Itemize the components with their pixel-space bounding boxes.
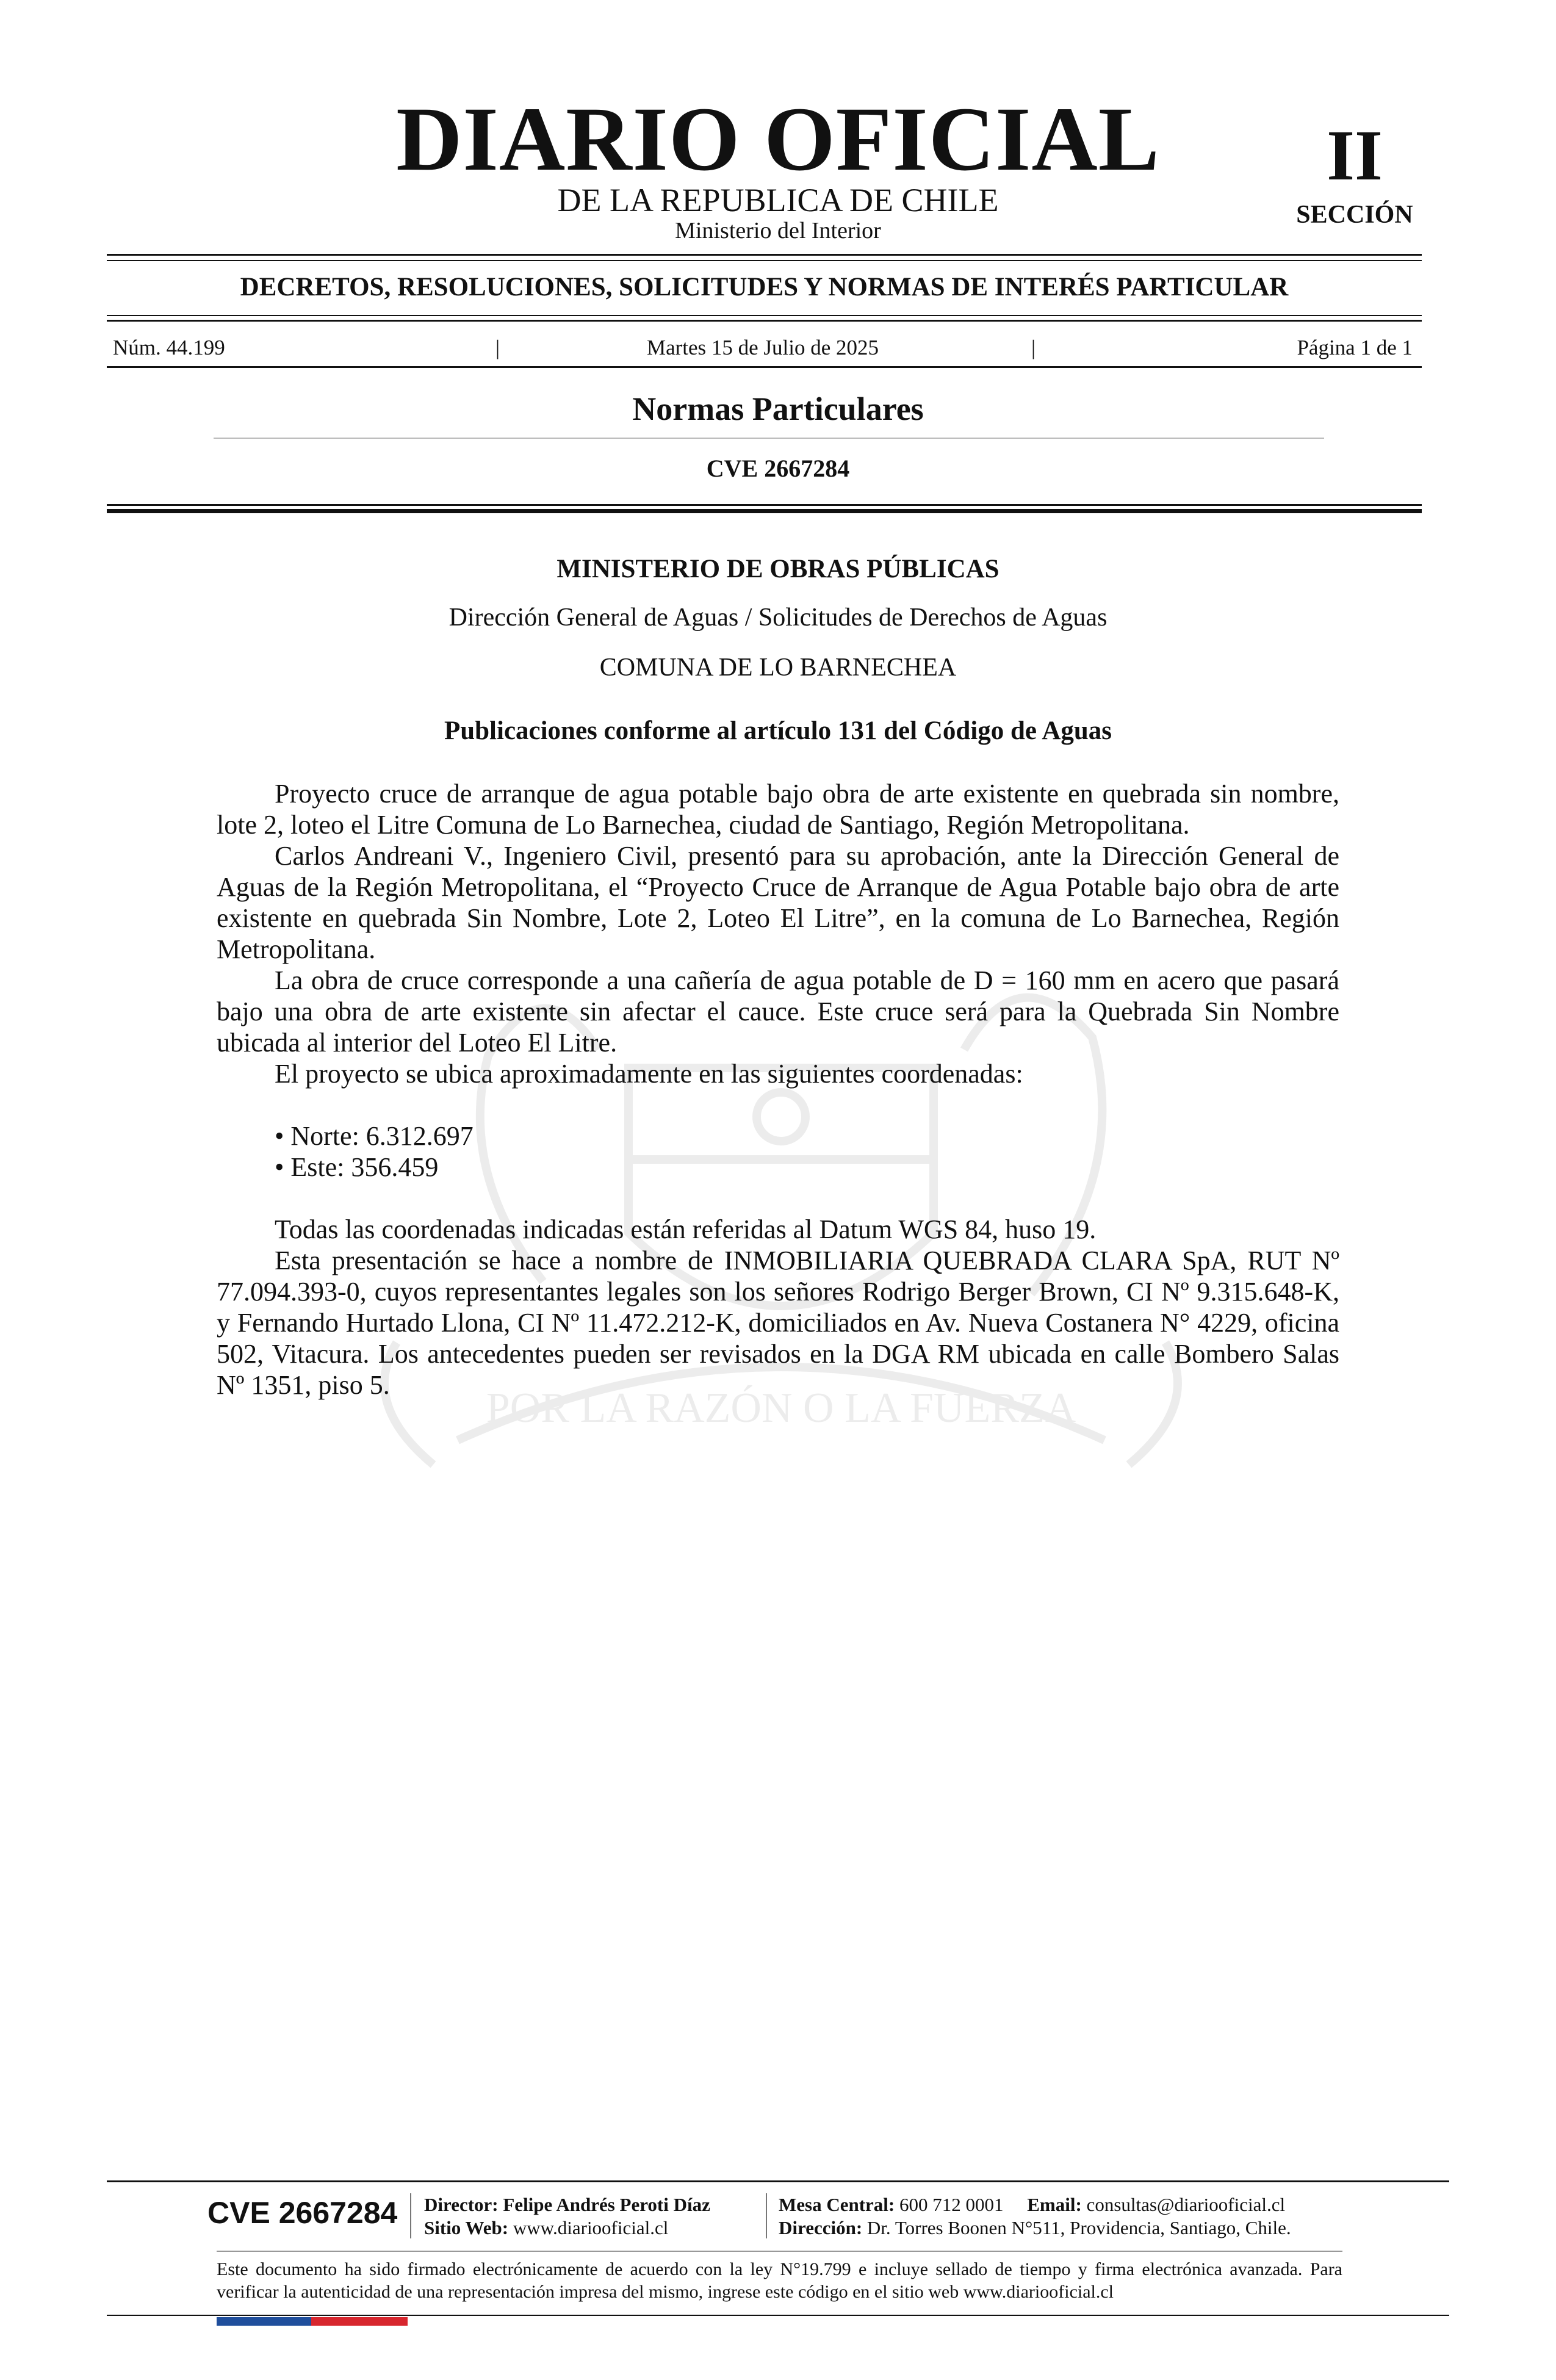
category-heading: Normas Particulares [632, 391, 924, 427]
web-label: Sitio Web: [424, 2217, 509, 2238]
director-name: Felipe Andrés Peroti Díaz [503, 2194, 710, 2215]
footer-divider [410, 2193, 411, 2238]
footer-divider [766, 2193, 767, 2238]
paragraph: Todas las coordenadas indicadas están referidas al Datum WGS 84, huso 19. [275, 1214, 1097, 1244]
issue-number: Núm. 44.199 [113, 336, 225, 359]
page-number: Página 1 de 1 [1297, 336, 1413, 359]
cve-code: CVE 2667284 [706, 455, 850, 482]
motto-text: POR LA RAZÓN O LA FUERZA [486, 1385, 1076, 1432]
masthead-ministry: Ministerio del Interior [675, 218, 881, 243]
paragraph: Proyecto cruce de arranque de agua potable bajo obra de arte existente en quebrada sin nombre, lote 2, loteo el Litre Comuna de Lo Barnechea, ciudad de Santiago, Región Metropolitana. [217, 779, 1339, 840]
legal-notice: Este documento ha sido firmado electrónicamente de acuerdo con la ley N°19.799 e incluye sellado de tiempo y firma electrónica avanzada. Para verificar la autenticidad de una representación impresa del mismo, ingrese este código en el sitio web www.diariooficial.cl [217, 2259, 1342, 2302]
rule [107, 504, 1422, 506]
address-label: Dirección: [779, 2217, 863, 2238]
rule [107, 254, 1422, 256]
footer-cve: CVE 2667284 [207, 2196, 398, 2230]
coordinate-east: • Este: 356.459 [275, 1152, 439, 1182]
separator: | [1031, 336, 1036, 359]
rule [107, 366, 1422, 368]
phone: 600 712 0001 [899, 2194, 1004, 2215]
director-label: Director: [424, 2194, 499, 2215]
email-label: Email: [1027, 2194, 1082, 2215]
web-address[interactable]: www.diariooficial.cl [513, 2217, 669, 2238]
paragraph: Carlos Andreani V., Ingeniero Civil, presentó para su aprobación, ante la Dirección General de Aguas de la Región Metropolitana, el “Proyecto Cruce de Arranque de Agua Potable bajo obra de arte existente en quebrada Sin Nombre, Lote 2, Loteo El Litre”, en la comuna de Lo Barnechea, Región Metropolitana. [217, 841, 1339, 964]
ministry-heading: MINISTERIO DE OBRAS PÚBLICAS [556, 555, 1000, 583]
rule [107, 315, 1422, 316]
separator: | [495, 336, 500, 359]
masthead-subtitle: DE LA REPUBLICA DE CHILE [557, 182, 999, 218]
directorate: Dirección General de Aguas / Solicitudes de Derechos de Aguas [448, 604, 1108, 632]
rule [107, 320, 1422, 322]
rule [107, 509, 1422, 513]
paragraph: El proyecto se ubica aproximadamente en las siguientes coordenadas: [275, 1059, 1023, 1089]
banner-heading: DECRETOS, RESOLUCIONES, SOLICITUDES Y NORMAS DE INTERÉS PARTICULAR [240, 273, 1289, 301]
email[interactable]: consultas@diariooficial.cl [1086, 2194, 1286, 2215]
footer-director-block [424, 2193, 710, 2240]
coordinates-list [275, 1120, 1339, 1183]
masthead-title: DIARIO OFICIAL [396, 88, 1160, 190]
footer-divider [217, 2251, 1342, 2252]
commune: COMUNA DE LO BARNECHEA [599, 654, 957, 682]
rule [107, 260, 1422, 261]
footer-contact-block [779, 2193, 1291, 2240]
address: Dr. Torres Boonen N°511, Providencia, Santiago, Chile. [866, 2217, 1291, 2238]
flag-stripe-red [311, 2317, 408, 2326]
section-label: SECCIÓN [1296, 201, 1413, 229]
section-number: II [1327, 115, 1383, 195]
coordinate-north: • Norte: 6.312.697 [275, 1121, 474, 1151]
paragraph: La obra de cruce corresponde a una cañería de agua potable de D = 160 mm en acero que pasará bajo una obra de arte existente sin afectar el cauce. Este cruce será para la Quebrada Sin Nombre ubicada al interior del Loteo El Litre. [217, 965, 1339, 1058]
issue-date: Martes 15 de Julio de 2025 [646, 336, 879, 359]
flag-stripe-blue [217, 2317, 311, 2326]
phone-label: Mesa Central: [779, 2194, 895, 2215]
body-text [217, 778, 1339, 1401]
footer-rule [107, 2180, 1449, 2182]
paragraph: Esta presentación se hace a nombre de INMOBILIARIA QUEBRADA CLARA SpA, RUT Nº 77.094.393-0, cuyos representantes legales son los señores Rodrigo Berger Brown, CI Nº 9.315.648-K, y Fernando Hurtado Llona, CI Nº 11.472.212-K, domiciliados en Av. Nueva Costanera N° 4229, oficina 502, Vitacura. Los antecedentes pueden ser revisados en la DGA RM ubicada en calle Bombero Salas Nº 1351, piso 5. [217, 1246, 1339, 1400]
divider [214, 438, 1324, 439]
footer-rule [107, 2315, 1449, 2316]
publication-title: Publicaciones conforme al artículo 131 del Código de Aguas [444, 716, 1112, 745]
